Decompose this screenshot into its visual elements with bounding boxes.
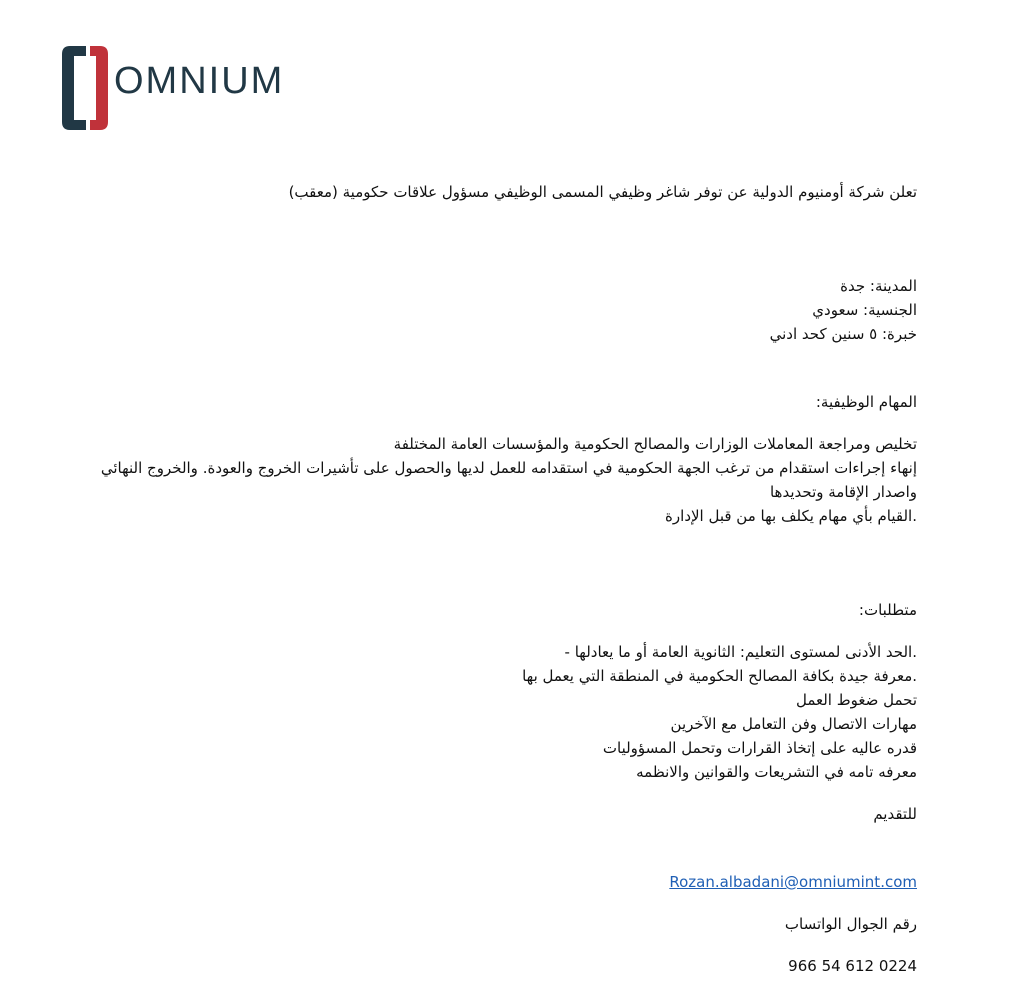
requirements-heading: متطلبات: <box>858 601 917 619</box>
job-posting <box>97 180 917 978</box>
requirement-item: تحمل ضغوط العمل <box>795 691 917 709</box>
announcement: تعلن شركة أومنيوم الدولية عن توفر شاغر وظيفي المسمى الوظيفي مسؤول علاقات حكومية (معقب) <box>288 183 917 201</box>
tasks-heading: المهام الوظيفية: <box>815 393 917 411</box>
phone-number: 966 54 612 0224 <box>788 957 917 975</box>
task-item: إنهاء إجراءات استقدام من ترغب الجهة الحكومية في استقدامه للعمل لديها والحصول على تأشيرات الخروج والعودة. والخروج النهائي واصدار الإقامة وتحديدها <box>100 459 917 501</box>
task-item: تخليص ومراجعة المعاملات الوزارات والمصالح الحكومية والمؤسسات العامة المختلفة <box>393 435 917 453</box>
nationality: الجنسية: سعودي <box>812 301 917 319</box>
city: المدينة: جدة <box>840 277 917 295</box>
requirement-item: قدره عاليه على إتخاذ القرارات وتحمل المسؤوليات <box>602 739 917 757</box>
requirement-item: .الحد الأدنى لمستوى التعليم: الثانوية العامة أو ما يعادلها - <box>564 643 917 661</box>
apply-label: للتقديم <box>873 805 917 823</box>
email-link[interactable]: Rozan.albadani@omniumint.com <box>669 873 917 891</box>
whatsapp-label: رقم الجوال الواتساب <box>784 915 917 933</box>
task-item: .القيام بأي مهام يكلف بها من قبل الإدارة <box>665 507 917 525</box>
requirement-item: مهارات الاتصال وفن التعامل مع الآخرين <box>670 715 917 733</box>
brand-name: OMNIUM <box>114 60 285 102</box>
requirement-item: .معرفة جيدة بكافة المصالح الحكومية في المنطقة التي يعمل بها <box>522 667 917 685</box>
experience: خبرة: ٥ سنين كحد ادني <box>769 325 917 343</box>
requirement-item: معرفه تامه في التشريعات والقوانين والانظمه <box>636 763 917 781</box>
